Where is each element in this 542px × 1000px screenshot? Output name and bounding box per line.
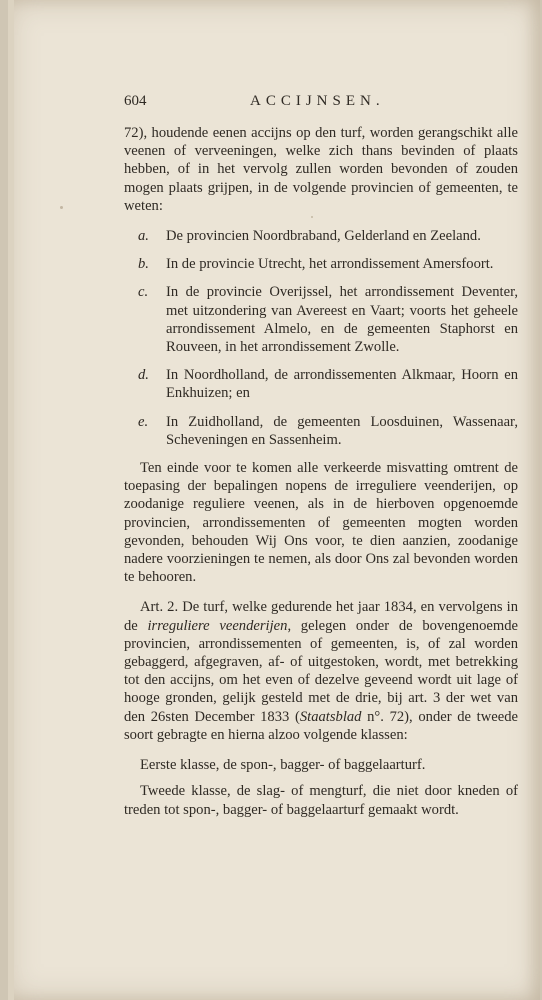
list-item-text: De provincien Noordbraband, Gelderland en Zeeland.: [166, 228, 481, 245]
list-item: [124, 366, 518, 402]
reservation-paragraph: Ten einde voor te komen alle verkeerde misvatting omtrent de toepasing der bepalingen nopens de irreguliere veenderijen, op zoodanige reguliere veenen, als in de hierboven opgenoemde provincien, arrondissementen of gemeenten mogten worden gevonden, behouden Wij Ons voor, te dien aanzien, zoodanige nadere voorzieningen te nemen, als door Ons zal bevonden worden te behooren.: [124, 460, 518, 586]
staatsblad-reference: Staatsblad: [299, 708, 362, 725]
intro-paragraph: 72), houdende eenen accijns op den turf, worden gerangschikt alle veenen of verveeningen, welke zich thans bevinden of plaats hebben, of in het vervolg zullen worden bevonden of zouden mogen plaats grijpen, in de volgende provincien of gemeenten, te weten:: [124, 125, 518, 214]
list-item-label: e.: [138, 413, 149, 430]
list-item-text: In Zuidholland, de gemeenten Loosduinen, Wassenaar, Scheveningen en Sassenheim.: [166, 413, 518, 448]
list-item-label: a.: [138, 228, 149, 245]
list-item-text: In de provincie Utrecht, het arrondissement Amersfoort.: [166, 256, 494, 273]
second-class-paragraph: Tweede klasse, de slag- of mengturf, die niet door kneden of treden tot spon-, bagger- of baggelaarturf gemaakt wordt.: [124, 783, 518, 818]
page-number: 604: [124, 93, 147, 109]
list-item: [124, 283, 518, 356]
article-2-paragraph: [124, 598, 518, 744]
page-text: [124, 92, 518, 831]
article-2-emphasis: irreguliere veenderijen: [147, 617, 288, 634]
first-class-paragraph: Eerste klasse, de spon-, bagger- of baggelaarturf.: [140, 757, 426, 774]
list-item: [124, 413, 518, 449]
article-2-text: Art. 2. De turf, welke gedurende het jaar 1834, en vervolgens in de: [124, 599, 518, 634]
list-item: [124, 255, 518, 273]
book-page: [8, 0, 540, 1000]
list-item-text: In de provincie Overijssel, het arrondissement Deventer, met uitzondering van Avereest en Vaart; voorts het geheele arrondissement Almelo, en de gemeenten Staphorst en Rouveen, in het arrondissement Zwolle.: [166, 284, 518, 356]
article-2-text: , gelegen onder de bovengenoemde provincien, arrondissementen of gemeenten, is, of zal worden gebaggerd, afgegraven, af- of uitgestoken, wordt, met betrekking tot den accijns, om het even of dezelve geveend wordt uit lage of hooge gronden, gelijk gesteld met de drie, bij art. 3 der wet van den 26sten December 1833 (: [124, 617, 518, 725]
page-gutter: [8, 0, 14, 1000]
list-item-text: In Noordholland, de arrondissementen Alkmaar, Hoorn en Enkhuizen; en: [166, 367, 518, 402]
list-item: [124, 227, 518, 245]
foxing-spot: [60, 206, 63, 209]
list-item-label: b.: [138, 256, 149, 273]
list-item-label: c.: [138, 284, 149, 301]
running-title: ACCIJNSEN.: [250, 93, 385, 109]
running-header: [124, 92, 518, 114]
list-item-label: d.: [138, 367, 149, 384]
article-2-text: n°. 72), onder de tweede soort gebragte en hierna alzoo volgende klassen:: [124, 708, 518, 743]
